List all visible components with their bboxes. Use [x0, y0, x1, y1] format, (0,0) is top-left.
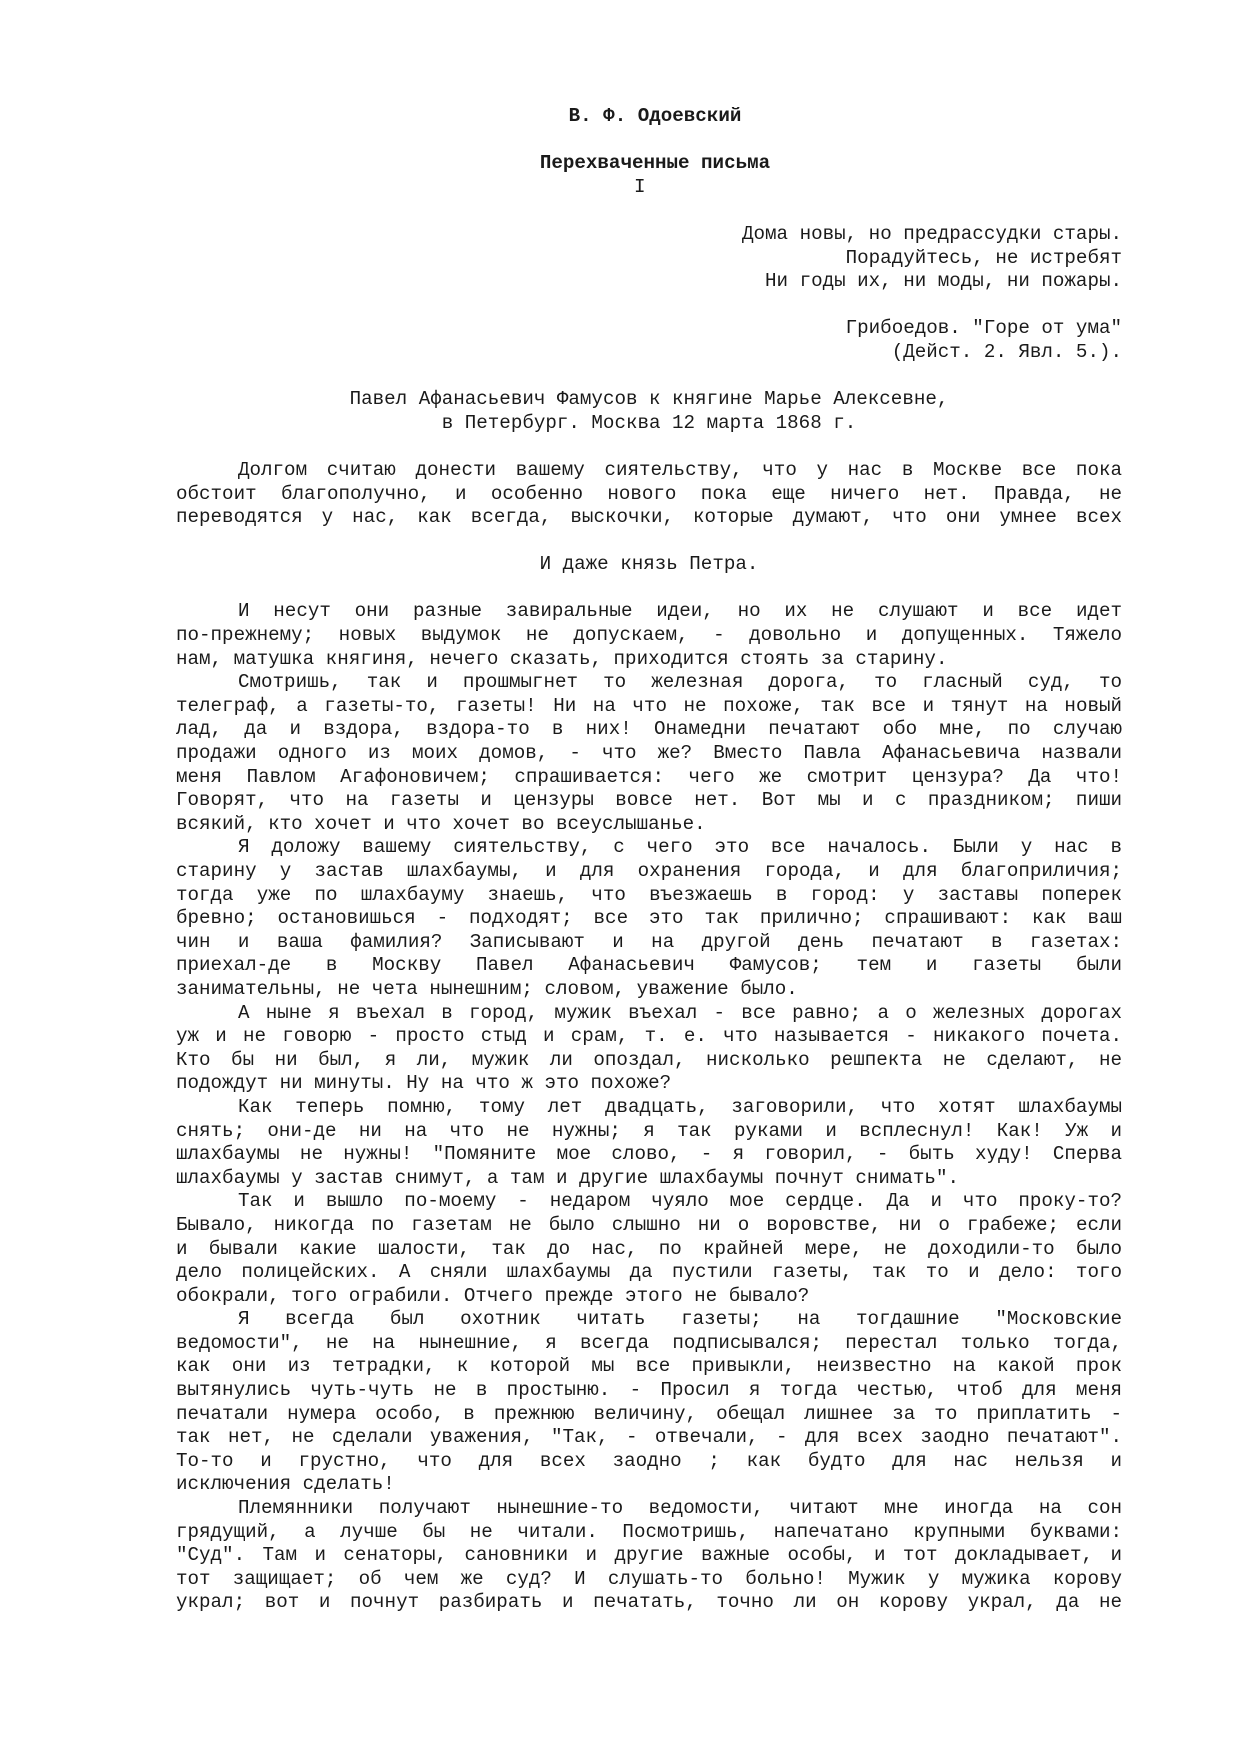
text-line: Говорят, что на газеты и цензуры вовсе нет. Вот мы и с праздником; пиши	[176, 789, 1122, 812]
epigraph	[176, 223, 1122, 365]
text-line: чин и ваша фамилия? Записывают и на другой день печатают в газетах:	[176, 930, 1122, 953]
text-line: уж и не говорю - просто стыд и срам, т. е. что называется - никакого почета.	[176, 1025, 1122, 1048]
text-line: обстоит благополучно, и особенно нового пока еще ничего нет. Правда, не	[176, 482, 1122, 505]
text-line: грядущий, а лучше бы не читали. Посмотришь, напечатано крупными буквами:	[176, 1520, 1122, 1543]
text-line: исключения сделать!	[176, 1473, 395, 1496]
text-line: Я доложу вашему сиятельству, с чего это все началось. Были у нас в	[238, 836, 1122, 859]
text-line: лад, да и вздора, вздора-то в них! Онамедни печатают обо мне, по случаю	[176, 718, 1122, 741]
text-line: как они из тетрадки, к которой мы все привыкли, неизвестно на какой прок	[176, 1355, 1122, 1378]
text-line: То-то и грустно, что для всех заодно ; как будто для нас нельзя и	[176, 1449, 1122, 1472]
text-line: Кто бы ни был, я ли, мужик ли опоздал, нисколько решпекта не сделают, не	[176, 1048, 1122, 1071]
text-line: телеграф, а газеты-то, газеты! Ни на что не похоже, так все и тянут на новый	[176, 694, 1122, 717]
epigraph-line: Дома новы, но предрассудки стары.	[742, 222, 1122, 245]
document-page	[176, 105, 1122, 1615]
author-name: В. Ф. Одоевский	[568, 105, 742, 127]
text-line: подождут ни минуты. Ну на что ж это похоже?	[176, 1072, 672, 1095]
paragraph-9	[176, 1497, 1122, 1615]
text-line: Племянники получают нынешние-то ведомости, читают мне иногда на сон	[238, 1497, 1122, 1520]
text-line: переводятся у нас, как всегда, выскочки, которые думают, что они умнее всех	[176, 506, 1122, 529]
text-line: бревно; остановишься - подходят; все это так прилично; спрашивают: как ваш	[176, 907, 1122, 930]
text-line: украл; вот и почнут разбирать и печатать, точно ли он корову украл, да не	[176, 1591, 1122, 1614]
text-line: Смотришь, так и прошмыгнет то железная дорога, то гласный суд, то	[238, 671, 1122, 694]
text-line: Я всегда был охотник читать газеты; на тогдашние "Московские	[238, 1308, 1122, 1331]
paragraph-6	[176, 1096, 1122, 1190]
text-line: всякий, кто хочет и что хочет во всеуслышанье.	[176, 812, 706, 835]
text-line: Так и вышло по-моему - недаром чуяло мое сердце. Да и что проку-то?	[238, 1190, 1122, 1213]
address-line: в Петербург. Москва 12 марта 1868 г.	[441, 411, 857, 434]
paragraph-7	[176, 1190, 1122, 1308]
text-line: Бывало, никогда по газетам не было слышно ни о воровстве, ни о грабеже; если	[176, 1213, 1122, 1236]
epigraph-source: (Дейст. 2. Явл. 5.).	[891, 340, 1122, 363]
text-line: старину у застав шлахбаумы, и для охранения города, и для благоприличия;	[176, 860, 1122, 882]
text-line: Как теперь помню, тому лет двадцать, заговорили, что хотят шлахбаумы	[238, 1095, 1122, 1118]
text-line: печатали нумера особо, в прежнюю величину, обещал лишнее за то приплатить -	[176, 1402, 1122, 1425]
text-line: шлахбаумы не нужны! "Помяните мое слово, - я говорил, - быть худу! Сперва	[176, 1143, 1122, 1166]
text-line: вытянулись чуть-чуть не в простыню. - Просил я тогда честью, чтоб для меня	[176, 1379, 1122, 1402]
document-title: Перехваченные письма	[539, 152, 771, 175]
text-line: И несут они разные завиральные идеи, но их не слушают и все идет	[238, 600, 1122, 623]
text-line: нам, матушка княгиня, нечего сказать, приходится стоять за старину.	[176, 647, 948, 670]
text-line: так нет, не сделали уважения, "Так, - отвечали, - для всех заодно печатают".	[176, 1426, 1122, 1449]
text-line: занимательны, не чета нынешним; словом, уважение было.	[176, 977, 798, 1000]
text-line: обокрали, того ограбили. Отчего прежде этого не бывало?	[176, 1284, 810, 1307]
epigraph-line: Ни годы их, ни моды, ни пожары.	[765, 270, 1122, 293]
text-line: "Суд". Там и сенаторы, сановники и другие важные особы, и тот докладывает, и	[176, 1544, 1122, 1567]
text-line: и бывали какие шалости, так до нас, по крайней мере, не доходили-то было	[176, 1237, 1122, 1260]
text-line: дело полицейских. А сняли шлахбаумы да пустили газеты, так то и дело: того	[176, 1261, 1122, 1284]
text-line: по-прежнему; новых выдумок не допускаем, - довольно и допущенных. Тяжело	[176, 624, 1122, 647]
quote-line: И даже князь Петра.	[539, 553, 759, 576]
paragraph-2	[176, 600, 1122, 671]
letter-address	[176, 388, 1122, 435]
text-line: продажи одного из моих домов, - что же? Вместо Павла Афанасьевича назвали	[176, 742, 1122, 765]
paragraph-1	[176, 459, 1122, 530]
paragraph-4	[176, 836, 1122, 1001]
epigraph-source: Грибоедов. "Горе от ума"	[845, 317, 1122, 340]
text-line: снять; они-де ни на что не нужны; я так руками и всплеснул! Как! Уж и	[176, 1119, 1122, 1142]
paragraph-3	[176, 671, 1122, 836]
text-line: шлахбаумы у застав снимут, а там и другие шлахбаумы почнут снимать".	[176, 1166, 959, 1189]
paragraph-5	[176, 1002, 1122, 1096]
text-line: тот защищает; об чем же суд? И слушать-то больно! Мужик у мужика корову	[176, 1567, 1122, 1590]
section-number: I	[634, 175, 646, 198]
text-line: ведомости", не на нынешние, я всегда подписывался; перестал только тогда,	[176, 1331, 1122, 1354]
text-line: приехал-де в Москву Павел Афанасьевич Фамусов; тем и газеты были	[176, 954, 1122, 977]
text-line: А ныне я въехал в город, мужик въехал - все равно; а о железных дорогах	[238, 1001, 1122, 1024]
text-line: тогда уже по шлахбауму знаешь, что въезжаешь в город: у заставы поперек	[176, 883, 1122, 906]
address-line: Павел Афанасьевич Фамусов к княгине Марье Алексевне,	[349, 388, 949, 411]
text-line: Долгом считаю донести вашему сиятельству, что у нас в Москве все пока	[238, 458, 1122, 481]
paragraph-8	[176, 1308, 1122, 1497]
epigraph-line: Порадуйтесь, не истребят	[845, 246, 1122, 269]
text-line: меня Павлом Агафоновичем; спрашивается: чего же смотрит цензура? Да что!	[176, 765, 1122, 788]
